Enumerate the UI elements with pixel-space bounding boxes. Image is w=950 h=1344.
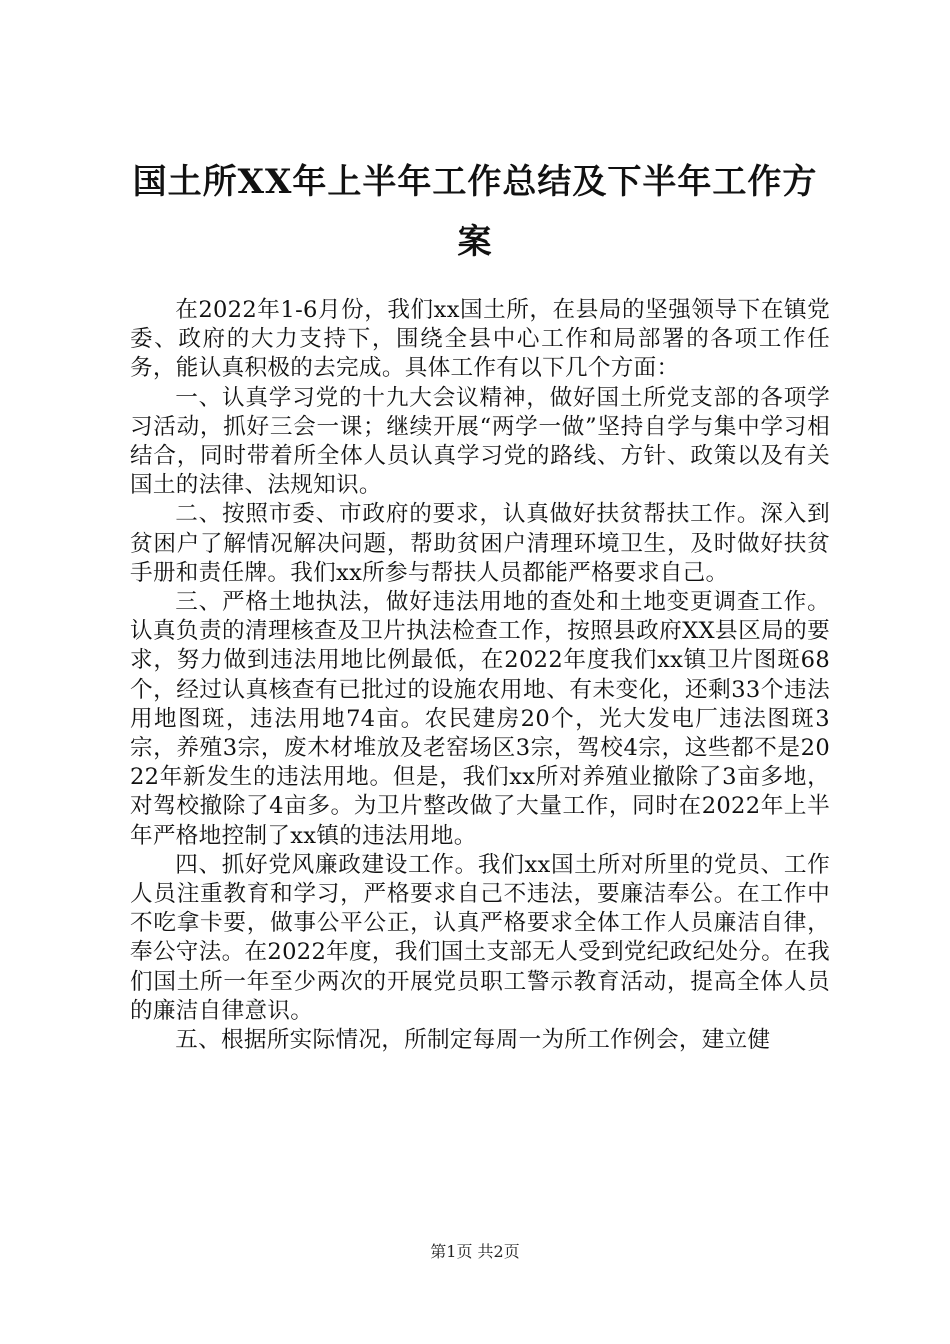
page-number-footer: 第1页 共2页 [430,1242,520,1261]
paragraph-section-2: 二、按照市委、市政府的要求，认真做好扶贫帮扶工作。深入到贫困户了解情况解决问题，帮助贫困户清理环境卫生，及时做好扶贫手册和责任牌。我们xx所参与帮扶人员都能严格要求自己。 [130,501,830,586]
paragraph-section-1: 一、认真学习党的十九大会议精神，做好国土所党支部的各项学习活动，抓好三会一课；继续开展“两学一做”坚持自学与集中学习相结合，同时带着所全体人员认真学习党的路线、方针、政策以及有关国土的法律、法规知识。 [130,384,830,499]
document-title-line-1: 国土所XX年上半年工作总结及下半年工作方 [132,162,818,202]
paragraph-intro: 在2022年1-6月份，我们xx国土所，在县局的坚强领导下在镇党委、政府的大力支持下，围绕全县中心工作和局部署的各项工作任务，能认真积极的去完成。具体工作有以下几个方面： [130,297,830,382]
paragraph-section-3: 三、严格土地执法，做好违法用地的查处和土地变更调查工作。认真负责的清理核查及卫片执法检查工作，按照县政府XX县区局的要求，努力做到违法用地比例最低，在2022年度我们xx镇卫片图斑68个，经过认真核查有已批过的设施农用地、有未变化，还剩33个违法用地图斑，违法用地74亩。农民建房20个，光大发电厂违法图斑3宗，养殖3宗，废木材堆放及老窑场区3宗，驾校4宗，这些都不是2022年新发生的违法用地。但是，我们xx所对养殖业撤除了3亩多地，对驾校撤除了4亩多。为卫片整改做了大量工作，同时在2022年上半年严格地控制了xx镇的违法用地。 [130,589,830,849]
document-title-line-2: 案 [457,222,493,262]
document-body [130,296,830,1055]
paragraph-section-4: 四、抓好党风廉政建设工作。我们xx国土所对所里的党员、工作人员注重教育和学习，严格要求自己不违法，要廉洁奉公。在工作中不吃拿卡要，做事公平公正，认真严格要求全体工作人员廉洁自律，奉公守法。在2022年度，我们国土支部无人受到党纪政纪处分。在我们国土所一年至少两次的开展党员职工警示教育活动，提高全体人员的廉洁自律意识。 [130,851,830,1024]
paragraph-section-5: 五、根据所实际情况，所制定每周一为所工作例会，建立健 [175,1027,771,1054]
